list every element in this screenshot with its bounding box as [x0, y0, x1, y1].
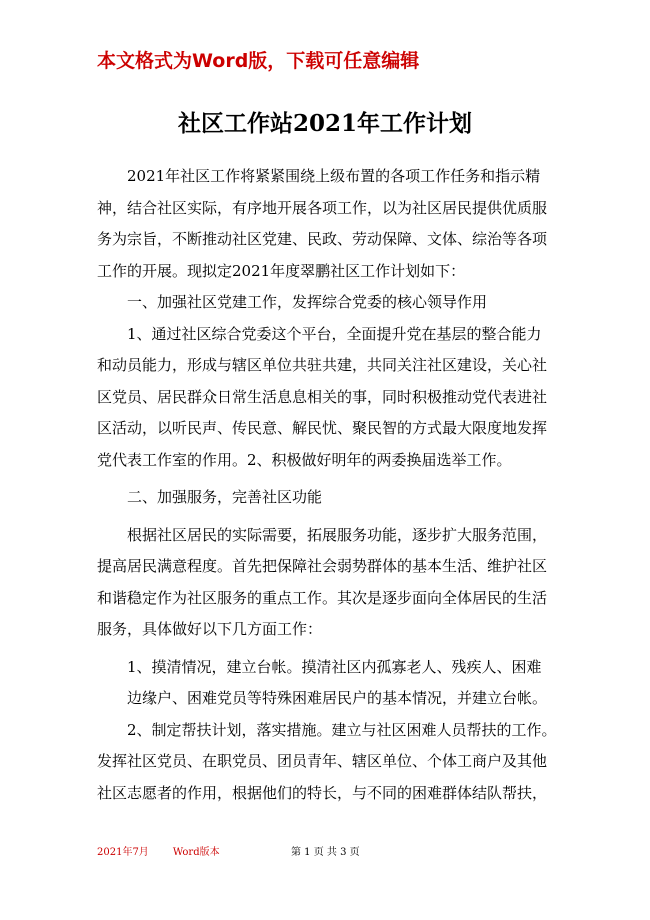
- paragraph-line: 根据社区居民的实际需要，拓展服务功能，逐步扩大服务范围，: [127, 525, 548, 544]
- paragraph-line: 服务，具体做好以下几方面工作：: [97, 620, 323, 638]
- paragraph-line: 务为宗旨，不断推动社区党建、民政、劳动保障、文体、综治等各项: [97, 230, 548, 248]
- paragraph-line: 区活动，以听民声、传民意、解民忧、聚民智的方式最大限度地发挥: [97, 419, 548, 437]
- footer-version: Word版本: [172, 847, 220, 858]
- paragraph-line: 发挥社区党员、在职党员、团员青年、辖区单位、个体工商户及其他: [97, 752, 548, 770]
- paragraph-line: 和动员能力，形成与辖区单位共驻共建，共同关注社区建设，关心社: [97, 356, 548, 374]
- paragraph-line: 提高居民满意程度。首先把保障社会弱势群体的基本生活、维护社区: [97, 557, 548, 575]
- paragraph-line: 和谐稳定作为社区服务的重点工作。其次是逐步面向全体居民的生活: [97, 588, 548, 607]
- paragraph-line: 边缘户、困难党员等特殊困难居民户的基本情况，并建立台帐。: [127, 689, 548, 707]
- page-footer: [97, 845, 557, 861]
- footer-meta: [97, 845, 220, 861]
- paragraph-line: 2021年社区工作将紧紧围绕上级布置的各项工作任务和指示精: [127, 167, 541, 185]
- page-number: 第 1 页 共 3 页: [291, 847, 360, 858]
- paragraph-line: 工作的开展。现拟定2021年度翠鹏社区工作计划如下：: [97, 261, 466, 280]
- paragraph-line: 1、通过社区综合党委这个平台，全面提升党在基层的整合能力: [127, 324, 542, 343]
- download-banner: 本文格式为Word版，下载可任意编辑: [97, 50, 420, 72]
- section-heading: 二、加强服务，完善社区功能: [127, 488, 323, 506]
- document-title: 社区工作站2021年工作计划: [177, 110, 472, 137]
- document-body: [97, 161, 557, 809]
- paragraph-line: 区党员、居民群众日常生活息息相关的事，同时积极推动党代表进社: [97, 387, 548, 406]
- paragraph-line: 党代表工作室的作用。2、积极做好明年的两委换届选举工作。: [97, 450, 512, 469]
- section-heading: 一、加强社区党建工作，发挥综合党委的核心领导作用: [127, 293, 488, 311]
- footer-date: 2021年7月: [97, 847, 149, 858]
- paragraph-line: 1、摸清情况，建立台帐。摸清社区内孤寡老人、残疾人、困难: [127, 657, 542, 676]
- paragraph-line: 社区志愿者的作用，根据他们的特长，与不同的困难群体结队帮扶，: [97, 783, 548, 802]
- paragraph-line: 2、制定帮扶计划，落实措施。建立与社区困难人员帮扶的工作。: [127, 720, 557, 739]
- paragraph-line: 神，结合社区实际，有序地开展各项工作，以为社区居民提供优质服: [97, 198, 548, 217]
